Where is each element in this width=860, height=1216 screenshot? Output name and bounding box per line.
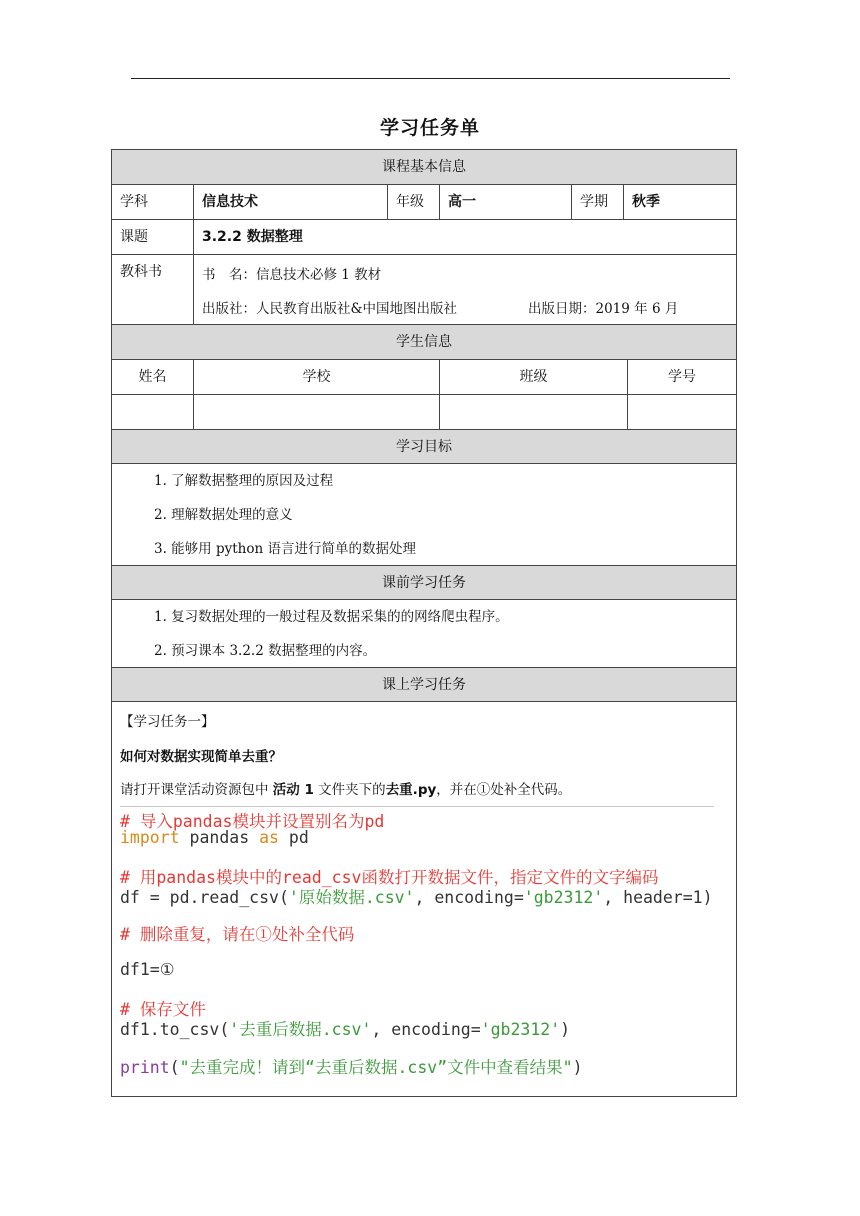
student-id-field[interactable] — [628, 395, 736, 429]
task-tag: 【学习任务一】 — [120, 714, 215, 730]
code-comment: # 保存文件 — [120, 1000, 206, 1019]
name-field[interactable] — [112, 395, 194, 429]
term-value: 秋季 — [632, 194, 660, 210]
grade-label: 年级 — [388, 185, 440, 219]
student-input-row — [112, 395, 736, 430]
class-field[interactable] — [440, 395, 628, 429]
school-field[interactable] — [194, 395, 440, 429]
section-in-class-title: 课上学习任务 — [382, 677, 466, 693]
topic-label: 课题 — [112, 220, 194, 254]
code-text: ) — [560, 1020, 571, 1039]
code-text: pd — [278, 828, 309, 847]
section-in-class — [112, 668, 736, 702]
code-text: , header=1) — [603, 888, 713, 907]
pre-task-item: 1. 复习数据处理的一般过程及数据采集的的网络爬虫程序。 — [154, 609, 509, 625]
student-header-row — [112, 360, 736, 395]
code-text: df = pd.read_csv( — [120, 888, 289, 907]
goal-item: 2. 理解数据处理的意义 — [154, 507, 293, 523]
instruction-text: 文件夹下的 — [313, 782, 386, 798]
col-student-id: 学号 — [668, 369, 696, 385]
term-label: 学期 — [572, 185, 624, 219]
in-class-content — [112, 702, 736, 1096]
col-school: 学校 — [194, 360, 440, 394]
subject-row — [112, 185, 736, 220]
goal-item: 3. 能够用 python 语言进行简单的数据处理 — [154, 541, 416, 557]
code-line-print — [120, 1054, 583, 1078]
section-basic-info-title: 课程基本信息 — [382, 159, 466, 175]
code-line-import — [120, 828, 309, 847]
page-title: 学习任务单 — [379, 117, 480, 139]
textbook-row — [112, 255, 736, 325]
code-line-read — [120, 884, 713, 908]
code-string: '原始数据.csv' — [288, 888, 415, 907]
code-text: , encoding= — [414, 888, 524, 907]
activity-folder: 活动 1 — [272, 782, 314, 798]
task-sheet-table — [111, 149, 737, 1097]
task-question: 如何对数据实现简单去重？ — [120, 749, 282, 765]
code-comment: # 删除重复，请在①处补全代码 — [120, 925, 355, 944]
code-comment: # 导入pandas模块并设置别名为pd — [120, 812, 385, 831]
grade-value: 高一 — [440, 185, 572, 219]
col-name: 姓名 — [112, 360, 194, 394]
topic-row — [112, 220, 736, 255]
code-line-save — [120, 1016, 570, 1040]
section-basic-info — [112, 150, 736, 185]
section-student-info — [112, 325, 736, 360]
publish-date: 出版日期：2019 年 6 月 — [528, 301, 679, 317]
pre-task-item: 2. 预习课本 3.2.2 数据整理的内容。 — [154, 643, 377, 659]
code-text: , encoding= — [371, 1020, 481, 1039]
book-name: 书 名：信息技术必修 1 教材 — [202, 267, 382, 283]
code-string: 'gb2312' — [480, 1020, 561, 1039]
section-goals — [112, 430, 736, 464]
subject-label: 学科 — [112, 185, 194, 219]
goals-list — [112, 464, 736, 566]
goal-item: 1. 了解数据整理的原因及过程 — [154, 473, 334, 489]
topic-value: 3.2.2 数据整理 — [202, 229, 303, 245]
section-goals-title: 学习目标 — [396, 439, 452, 455]
section-pre-class — [112, 566, 736, 600]
code-text: ) — [572, 1058, 583, 1077]
code-function: print — [120, 1058, 170, 1077]
code-string: "去重完成！请到“去重后数据.csv”文件中查看结果" — [179, 1058, 573, 1077]
instruction-text: ，并在①处补全代码。 — [436, 782, 572, 798]
script-filename: 去重.py — [385, 782, 437, 798]
instruction-text: 请打开课堂活动资源包中 — [120, 782, 273, 798]
code-divider — [120, 806, 714, 807]
code-string: '去重后数据.csv' — [229, 1020, 372, 1039]
keyword: as — [259, 828, 279, 847]
pre-class-list — [112, 600, 736, 668]
subject-value: 信息技术 — [194, 185, 388, 219]
textbook-label: 教科书 — [112, 255, 194, 324]
code-text: pandas — [179, 828, 260, 847]
section-student-info-title: 学生信息 — [396, 334, 452, 350]
header-rule — [131, 78, 730, 79]
code-comment: # 用pandas模块中的read_csv函数打开数据文件，指定文件的文字编码 — [120, 868, 659, 887]
code-text: ( — [169, 1058, 180, 1077]
section-pre-class-title: 课前学习任务 — [382, 575, 466, 591]
task-instruction — [120, 778, 571, 798]
code-string: 'gb2312' — [523, 888, 604, 907]
code-text: df1.to_csv( — [120, 1020, 230, 1039]
code-line-blank-fill: df1=① — [120, 960, 175, 979]
keyword: import — [120, 828, 180, 847]
col-class: 班级 — [440, 360, 628, 394]
textbook-info — [194, 255, 736, 324]
publisher: 出版社：人民教育出版社&中国地图出版社 — [202, 301, 458, 317]
